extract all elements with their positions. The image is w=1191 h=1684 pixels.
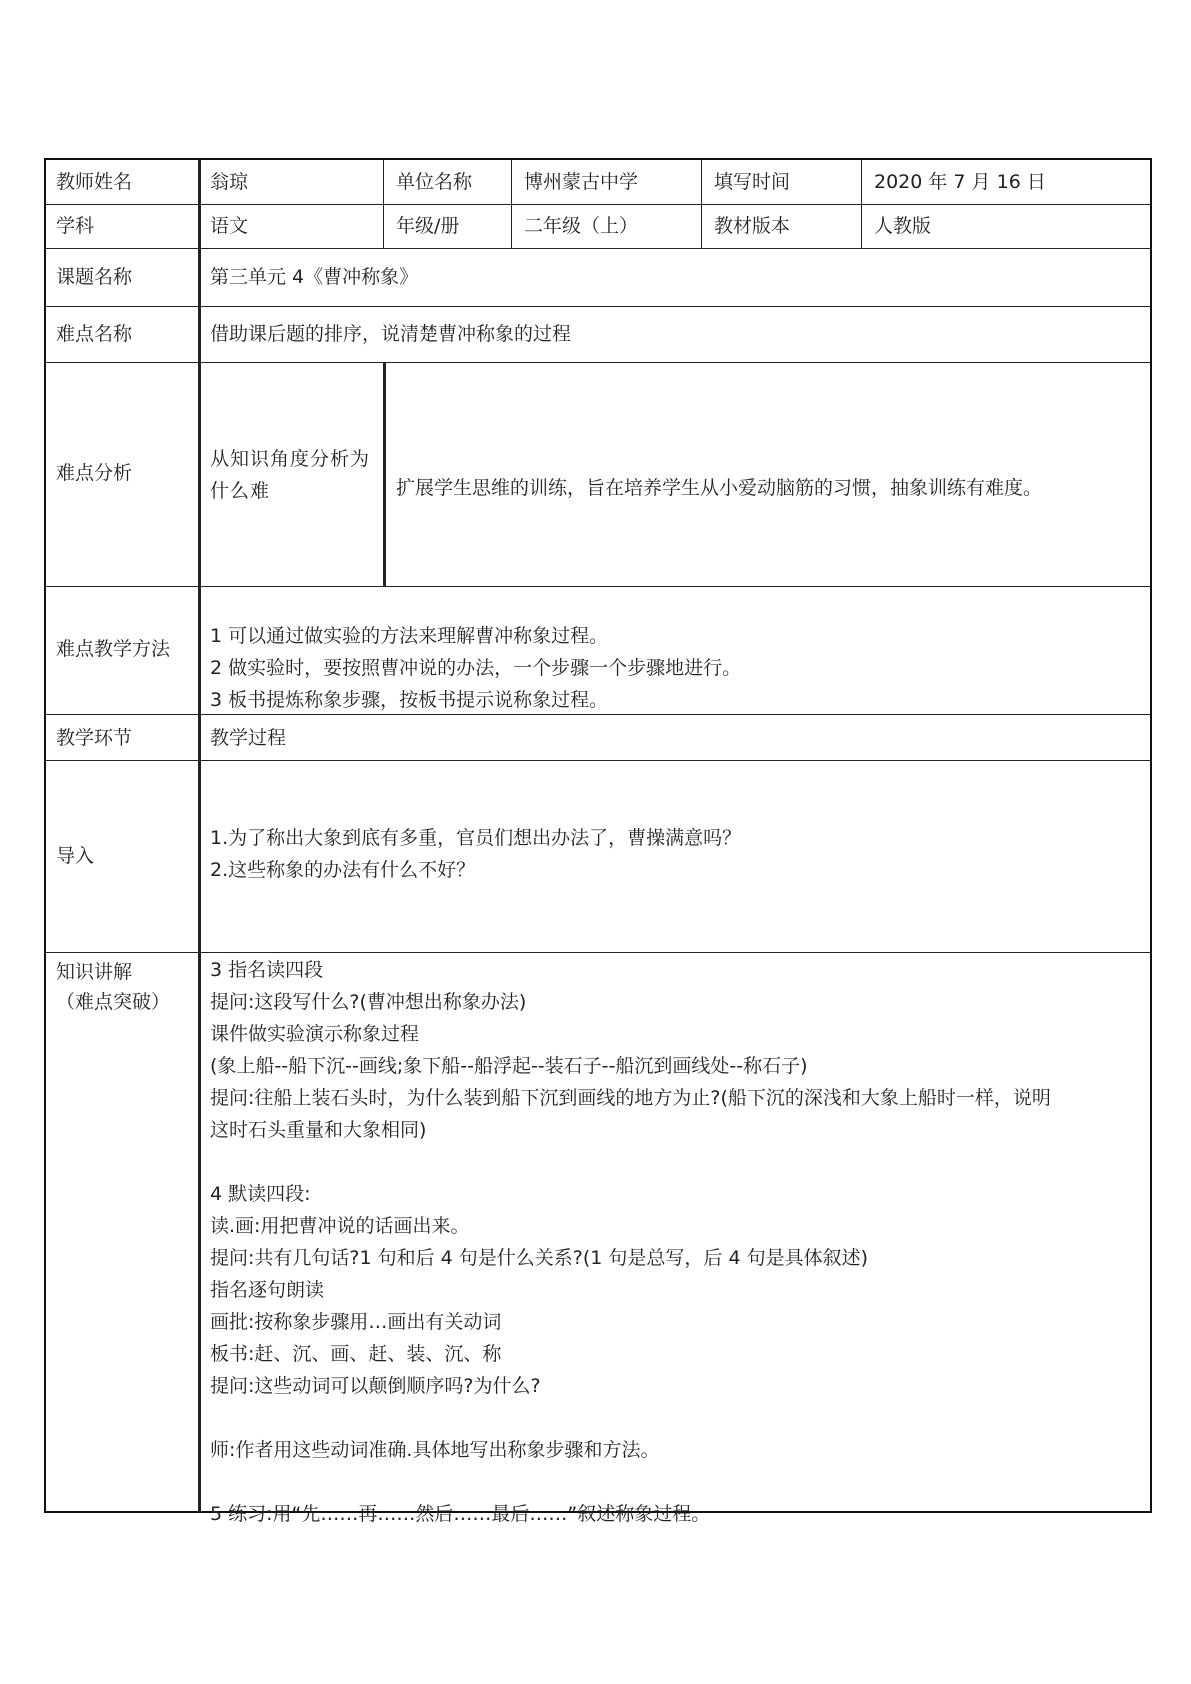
topic-value: 第三单元 4《曹冲称象》 [210,266,419,288]
method-content [210,620,1130,716]
fill-date-label: 填写时间 [714,171,791,193]
row-divider [46,248,1150,249]
explain-label-line1: 知识讲解 [56,961,133,983]
analysis-sublabel: 从知识角度分析为什么难 [210,448,371,502]
stage-value: 教学过程 [210,727,287,749]
method-line: 3 板书提炼称象步骤，按板书提示说称象过程。 [210,689,609,711]
explain-line: 读.画:用把曹冲说的话画出来。 [210,1215,470,1237]
row-divider [46,306,1150,307]
explain-line: 提问:共有几句话?1 句和后 4 句是什么关系?(1 句是总写，后 4 句是具体叙述) [210,1247,868,1269]
intro-line: 2.这些称象的办法有什么不好？ [210,859,476,881]
column-divider [383,160,384,248]
subject-label: 学科 [56,215,95,237]
label-column-divider [198,160,201,1511]
column-divider [861,160,862,248]
explain-line: 提问:往船上装石头时，为什么装到船下沉到画线的地方为止?(船下沉的深浅和大象上船时一样，说明 [210,1087,1051,1109]
explain-label-line2: （难点突破） [56,991,171,1013]
fill-date-value: 2020 年 7 月 16 日 [874,171,1046,193]
teacher-name-value: 翁琼 [210,171,249,193]
row-divider [46,362,1150,363]
unit-name-value: 博州蒙古中学 [524,171,639,193]
analysis-sub-divider [383,362,386,586]
explain-line: 3 指名读四段 [210,959,324,981]
difficulty-value: 借助课后题的排序，说清楚曹冲称象的过程 [210,323,572,345]
stage-label: 教学环节 [56,727,133,749]
method-line: 1 可以通过做实验的方法来理解曹冲称象过程。 [210,625,609,647]
analysis-value: 扩展学生思维的训练，旨在培养学生从小爱动脑筋的习惯，抽象训练有难度。 [396,477,1043,499]
explain-line: 提问:这段写什么?(曹冲想出称象办法) [210,991,527,1013]
intro-label: 导入 [56,845,95,867]
intro-content [210,822,1130,886]
teacher-name-label: 教师姓名 [56,171,133,193]
edition-value: 人教版 [874,215,932,237]
explain-line: 画批:按称象步骤用…画出有关动词 [210,1311,502,1333]
unit-name-label: 单位名称 [396,171,473,193]
subject-value: 语文 [210,215,249,237]
column-divider [511,160,512,248]
explain-line: (象上船--船下沉--画线;象下船--船浮起--装石子--船沉到画线处--称石子) [210,1055,808,1077]
row-divider [46,204,1150,205]
edition-label: 教材版本 [714,215,791,237]
explain-line: 5 练习:用“先……再……然后……最后……”叙述称象过程。 [210,1503,711,1525]
explain-line: 指名逐句朗读 [210,1279,325,1301]
grade-label: 年级/册 [396,215,460,237]
explain-line: 板书:赶、沉、画、赶、装、沉、称 [210,1343,502,1365]
explain-line: 提问:这些动词可以颠倒顺序吗?为什么? [210,1375,541,1397]
row-divider [46,952,1150,953]
analysis-label: 难点分析 [56,462,133,484]
method-line: 2 做实验时，要按照曹冲说的办法，一个步骤一个步骤地进行。 [210,657,742,679]
grade-value: 二年级（上） [524,215,639,237]
topic-label: 课题名称 [56,266,133,288]
row-divider [46,760,1150,761]
column-divider [701,160,702,248]
explain-content [210,954,1142,1530]
explain-blank-line [210,1466,1142,1498]
row-divider [46,586,1150,587]
explain-blank-line [210,1146,1142,1178]
intro-line: 1.为了称出大象到底有多重，官员们想出办法了，曹操满意吗？ [210,827,742,849]
explain-line: 这时石头重量和大象相同) [210,1119,427,1141]
explain-line: 课件做实验演示称象过程 [210,1023,420,1045]
explain-line: 4 默读四段: [210,1183,311,1205]
explain-blank-line [210,1402,1142,1434]
lesson-plan-table [44,158,1152,1525]
method-label: 难点教学方法 [56,638,171,660]
explain-line: 师:作者用这些动词准确.具体地写出称象步骤和方法。 [210,1439,660,1461]
difficulty-label: 难点名称 [56,323,133,345]
